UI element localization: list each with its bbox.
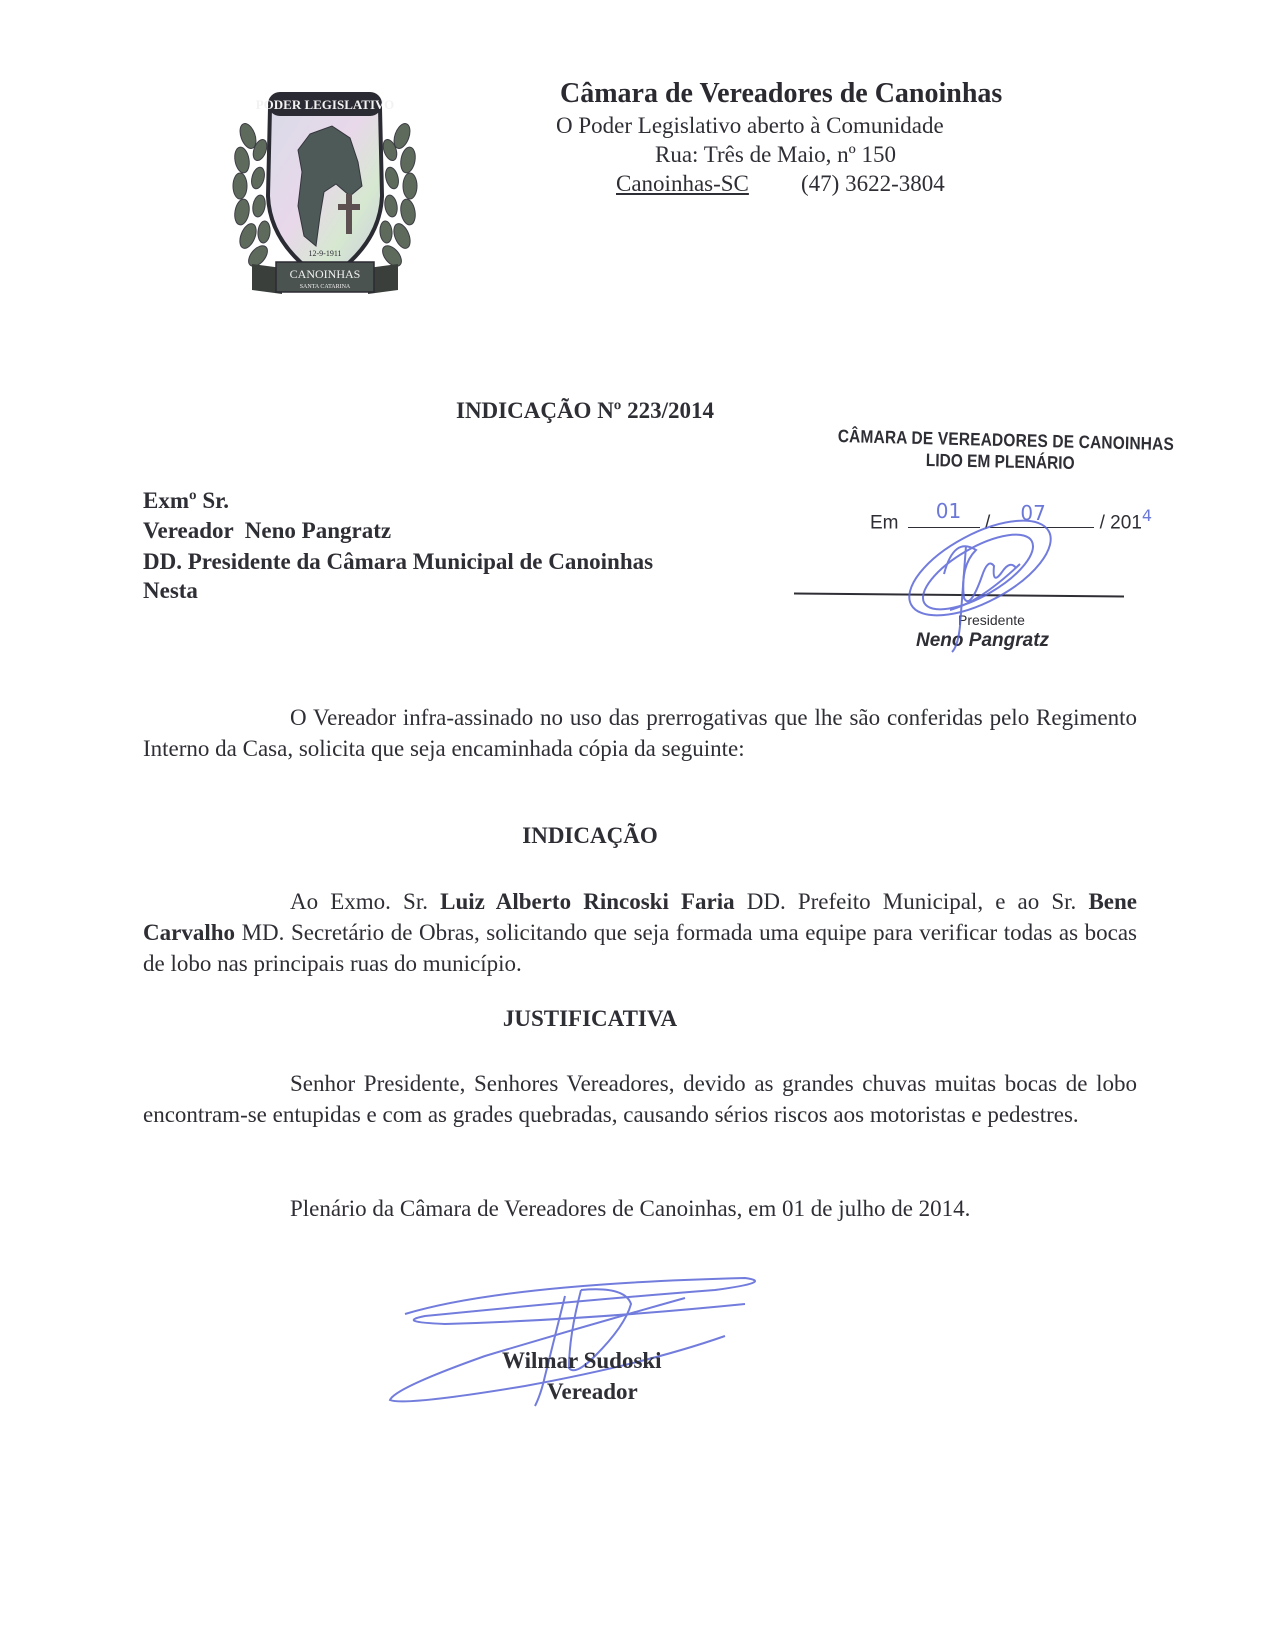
plenary-receipt-stamp [830, 426, 1190, 666]
recipient-salutation: Exmº Sr. [143, 488, 229, 513]
intro-text: O Vereador infra-assinado no uso das prerrogativas que lhe são conferidas pelo Regimento Interno da Casa, solicita que seja encaminhada cópia da seguinte: [143, 705, 1137, 761]
institution-city: Canoinhas-SC [616, 171, 749, 196]
indicacao-text-1: Ao Exmo. Sr. [290, 889, 441, 914]
logo-years: 12-9-1911 [308, 249, 342, 258]
recipient-location: Nesta [143, 578, 198, 603]
stamp-date: Em 01 / 07 / $201^4$ [870, 499, 1153, 534]
coat-of-arms-logo [232, 86, 418, 304]
stamp-status: LIDO EM PLENÁRIO [925, 450, 1075, 474]
laurel-left-icon [233, 121, 271, 269]
secretary-name: Bene Carvalho [143, 889, 1137, 945]
stamp-month: 07 [1020, 501, 1046, 526]
recipient-title: DD. Presidente da Câmara Municipal de Canoinhas [143, 549, 654, 574]
stamp-year-suffix: 4 [1141, 506, 1153, 525]
closing-line: Plenário da Câmara de Vereadores de Canoinhas, em 01 de julho de 2014. [290, 1196, 971, 1221]
intro-paragraph [143, 702, 1137, 764]
logo-banner-text: PODER LEGISLATIVO [255, 97, 395, 112]
signer-role: Vereador [547, 1379, 638, 1404]
president-signature-icon [890, 506, 1060, 656]
institution-phone: (47) 3622-3804 [801, 171, 945, 196]
stamp-date-prefix: Em [870, 512, 899, 534]
indicacao-paragraph [143, 886, 1137, 979]
laurel-right-icon [379, 121, 417, 269]
justificativa-text: Senhor Presidente, Senhores Vereadores, devido as grandes chuvas muitas bocas de lobo encontram-se entupidas e com as grades quebradas, causando sérios riscos aos motoristas e pedestres. [143, 1071, 1137, 1127]
logo-ribbon-subtext: SANTA CATARINA [299, 284, 351, 290]
document-number: INDICAÇÃO Nº 223/2014 [456, 398, 715, 423]
institution-subtitle: O Poder Legislativo aberto à Comunidade [556, 113, 944, 138]
logo-ribbon-text: CANOINHAS [289, 267, 361, 281]
recipient-name: Vereador Neno Pangratz [143, 518, 392, 543]
stamp-president-name: Neno Pangratz [916, 630, 1050, 651]
stamp-role: Presidente [958, 612, 1025, 628]
signer-name: Wilmar Sudoski [502, 1348, 662, 1373]
indicacao-text-3: MD. Secretário de Obras, solicitando que seja formada uma equipe para verificar todas as bocas de lobo nas principais ruas do município. [143, 920, 1137, 976]
justificativa-paragraph [143, 1068, 1137, 1130]
institution-title: Câmara de Vereadores de Canoinhas [560, 78, 1003, 109]
indicacao-text-2: DD. Prefeito Municipal, e ao Sr. [734, 889, 1089, 914]
justificativa-heading: JUSTIFICATIVA [502, 1006, 678, 1031]
mayor-name: Luiz Alberto Rincoski Faria [440, 889, 735, 914]
cross-icon [346, 194, 352, 234]
institution-address: Rua: Três de Maio, nº 150 [655, 142, 896, 167]
stamp-year-prefix: / 201 [1099, 512, 1142, 534]
indicacao-heading: INDICAÇÃO [522, 823, 658, 848]
stamp-day: 01 [935, 499, 962, 524]
stamp-institution: CÂMARA DE VEREADORES DE CANOINHAS [837, 426, 1175, 455]
